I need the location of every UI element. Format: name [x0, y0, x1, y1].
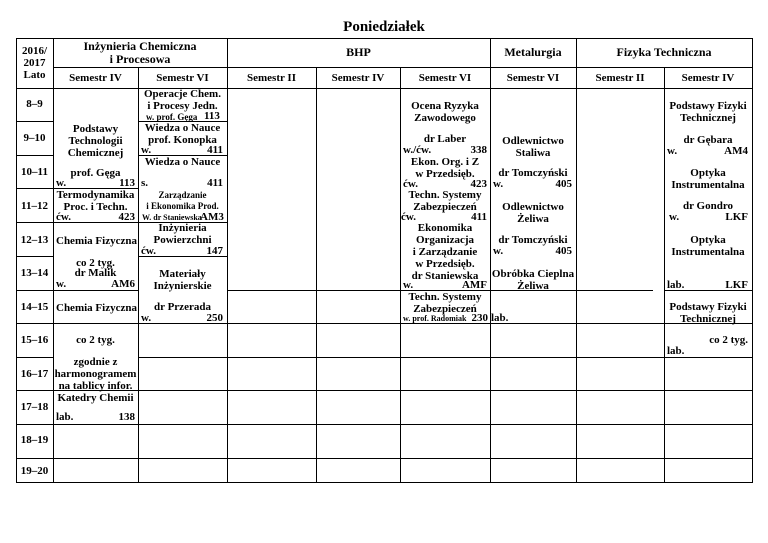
semester-header: Semestr VI: [418, 72, 472, 84]
hour-label: 15–16: [20, 334, 49, 346]
class-room: AM3: [200, 211, 224, 223]
class-title: Optyka Instrumentalna: [671, 234, 745, 258]
hour-label: 10–11: [21, 166, 48, 178]
class-title: Wiedza o Nauce prof. Konopka: [144, 122, 221, 146]
grid-line: [16, 482, 753, 483]
class-type: lab.: [667, 345, 685, 357]
class-type: w.: [669, 211, 680, 223]
class-type: lab.: [667, 279, 685, 291]
class-room: AM6: [111, 278, 135, 290]
class-teacher: dr Przerada: [154, 301, 211, 313]
class-room: 230: [471, 312, 488, 324]
class-meta: W. dr Staniewska: [142, 213, 202, 222]
class-type: w.: [493, 178, 504, 190]
class-type: w.: [667, 145, 678, 157]
class-room: AM4: [724, 145, 748, 157]
grid-line: [227, 38, 228, 483]
semester-header: Semestr IV: [69, 72, 122, 84]
class-title: Odlewnictwo Żeliwa: [502, 201, 564, 225]
hour-label: 19–20: [20, 465, 49, 477]
hour-label: 13–14: [20, 267, 49, 279]
class-type: ćw.: [56, 211, 71, 223]
class-note: co 2 tyg.: [709, 334, 748, 346]
class-teacher: prof. Gęga: [70, 167, 121, 179]
class-title: Chemia Fizyczna: [56, 235, 137, 247]
group-bhp: BHP: [346, 45, 371, 59]
hour-label: 16–17: [20, 368, 49, 380]
class-title: Ekon. Org. i Z w Przedsięb.: [410, 156, 480, 180]
semester-header: Semestr IV: [331, 72, 385, 84]
class-room: 405: [555, 245, 572, 257]
class-title: Ocena Ryzyka Zawodowego: [411, 100, 479, 124]
class-room: 411: [471, 211, 487, 223]
grid-line: [53, 67, 753, 68]
class-teacher: dr Gębara: [683, 134, 733, 146]
class-note: co 2 tyg.: [76, 257, 115, 269]
class-title: Techn. Systemy Zabezpieczeń: [408, 189, 482, 213]
class-room: 338: [470, 144, 487, 156]
class-title: Odlewnictwo Staliwa: [502, 135, 564, 159]
grid-line: [752, 38, 753, 483]
class-room: 113: [119, 177, 135, 189]
class-title: Obróbka Cieplna Żeliwa: [491, 268, 575, 292]
class-type: ćw.: [403, 178, 418, 190]
class-title: Operacje Chem. i Procesy Jedn.: [144, 88, 221, 112]
class-title: Podstawy Fizyki Technicznej: [669, 301, 747, 325]
page-title: Poniedziałek: [343, 19, 425, 35]
hour-label: 8–9: [26, 98, 43, 110]
semester-header: Semestr VI: [506, 72, 560, 84]
class-room: LKF: [725, 211, 748, 223]
grid-line: [576, 38, 577, 483]
class-teacher: dr Tomczyński: [498, 167, 568, 179]
semester-header: Semestr IV: [681, 72, 735, 84]
class-title: Podstawy Technologii Chemicznej: [67, 123, 124, 159]
class-type: s.: [141, 177, 149, 189]
hour-label: 9–10: [23, 132, 46, 144]
grid-line: [16, 357, 53, 358]
group-fizyka: Fizyka Techniczna: [616, 45, 712, 59]
class-type: w.: [141, 144, 152, 156]
class-room: 113: [204, 110, 220, 122]
class-type: w.: [141, 312, 152, 324]
class-type: lab.: [56, 411, 74, 423]
class-room: 411: [207, 144, 223, 156]
grid-line: [16, 121, 53, 122]
grid-line: [16, 155, 53, 156]
class-room: 411: [207, 177, 223, 189]
class-title: Wiedza o Nauce: [144, 156, 221, 168]
class-room: 147: [206, 245, 223, 257]
class-meta: w. prof. Radomiak: [403, 314, 467, 323]
class-note: co 2 tyg.: [76, 334, 115, 346]
class-title: Optyka Instrumentalna: [671, 167, 745, 191]
semester-header: Semestr VI: [156, 72, 209, 84]
grid-line: [16, 88, 753, 89]
class-room: 423: [118, 211, 135, 223]
class-room: AMF: [461, 279, 487, 291]
semester-header: Semestr II: [247, 72, 296, 84]
class-title: Materiały Inżynierskie: [153, 268, 212, 292]
class-type: w.: [493, 245, 504, 257]
class-type: w.: [56, 278, 67, 290]
class-type: w.: [56, 177, 67, 189]
class-room: 423: [470, 178, 487, 190]
class-meta: w. prof. Gęga: [146, 112, 198, 122]
grid-line: [16, 323, 752, 324]
class-teacher: dr Tomczyński: [498, 234, 568, 246]
class-title: Podstawy Fizyki Technicznej: [669, 100, 747, 124]
class-title: Ekonomika Organizacja i Zarządzanie w Przedsięb. dr Staniewska: [411, 222, 479, 282]
hour-label: 12–13: [20, 234, 49, 246]
class-title: Termodynamika Proc. i Techn.: [56, 189, 135, 213]
group-metalurgia: Metalurgia: [504, 45, 562, 59]
class-room: 405: [555, 178, 572, 190]
class-type: ćw.: [141, 245, 156, 257]
class-title: Chemia Fizyczna: [56, 302, 137, 314]
grid-line: [138, 357, 752, 358]
year-corner: 2016/ 2017 Lato: [21, 45, 48, 81]
class-type: w./ćw.: [403, 144, 432, 156]
class-teacher: dr Gondro: [682, 200, 734, 212]
grid-line: [16, 256, 53, 257]
class-type: ćw.: [401, 211, 416, 223]
class-room: 138: [118, 411, 135, 423]
class-teacher: dr Laber: [423, 133, 467, 145]
grid-line: [16, 458, 753, 459]
semester-header: Semestr II: [595, 72, 645, 84]
class-title: Zarządzanie i Ekonomika Prod.: [146, 190, 219, 211]
hour-label: 18–19: [20, 434, 49, 446]
class-title: Inżynieria Powierzchni: [153, 222, 212, 246]
class-type: lab.: [491, 312, 509, 324]
grid-line: [490, 38, 491, 483]
class-teacher: dr Malik: [74, 267, 117, 279]
class-type: w.: [403, 279, 414, 291]
class-room: 250: [206, 312, 223, 324]
hour-label: 14–15: [20, 301, 49, 313]
group-inz-chem: Inżynieria Chemiczna i Procesowa: [83, 39, 197, 66]
grid-line: [316, 67, 317, 483]
class-room: LKF: [725, 279, 748, 291]
grid-line: [664, 67, 665, 483]
class-title: Techn. Systemy Zabezpieczeń: [408, 291, 482, 315]
hour-label: 17–18: [20, 401, 49, 413]
hour-label: 11–12: [21, 200, 48, 212]
grid-line: [16, 424, 753, 425]
class-note: zgodnie z harmonogramem na tablicy infor. Katedry Chemii: [54, 356, 137, 404]
grid-line: [16, 290, 138, 291]
